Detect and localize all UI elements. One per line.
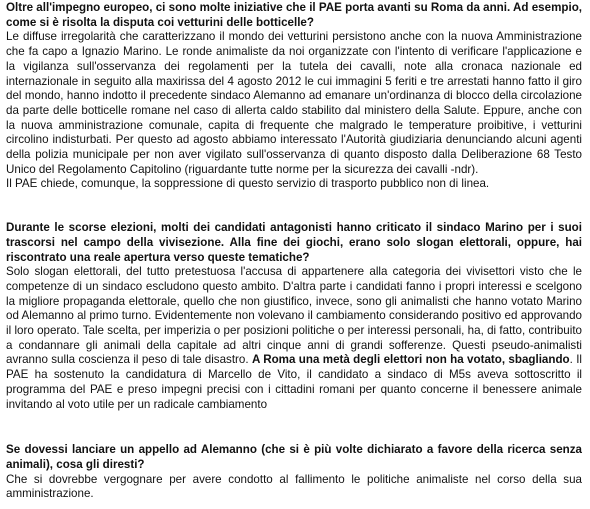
answer-marino-bold-text: A Roma una metà degli elettori non ha votato, sbagliando [251,353,570,367]
section-spacer [6,412,582,443]
section-spacer [6,192,582,221]
answer-marino-text-1: Solo slogan elettorali, del tutto pretestuosa l'accusa di appartenere alla categoria dei vivisettori visto che le competenze di un sindaco escludono questo ambito. D'altra parte i candidati fanno i propri interessi e scelgono la migliore propaganda elettorale, quello che non giustifico, invece, sono gli animalisti che hanno votato Marino od Alemanno al primo turno. Evidentemente non volevano il cambiamento considerando positivo ed approvando il loro operato. Tale scelta, per imperizia o per posizioni politiche o per interessi personali, ha, di fatto, contribuito a condannare gli animali della capitale ad altri cinque anni di grandi sofferenze. Questi pseudo-animalisti avranno sulla coscienza il peso di tale disastro. [6,265,582,367]
qa-block-marino [6,221,582,412]
answer-botticelle-paragraph-1: Le diffuse irregolarità che caratterizzano il mondo dei vetturini persistono anche con la nuova Amministrazione che fa capo a Ignazio Marino. Le ronde animaliste da noi organizzate con l'intento di verificare l'applicazione e la vigilanza sull'osservanza dei regolamenti per la tutela dei cavalli, note alla cronaca nazionale ed internazionale in seguito alla maxirissa del 4 agosto 2012 le cui immagini 5 feriti e tre arrestati hanno fatto il giro del mondo, hanno indotto il precedente sindaco Alemanno ad emanare un'ordinanza di blocco della circolazione da parte delle botticelle romane nel caso di allerta caldo stabilito dal ministero della Salute. Eppure, anche con la nuova amministrazione comunale, capita di frequente che malgrado le temperature proibitive, i vetturini circolino indisturbati. Per questo ad agosto abbiamo interessato l'Autorità giudiziaria denunciando alcuni agenti della polizia municipale per non aver vigilato sull'osservanza di quanto disposto dalla Deliberazione 68 Testo Unico del Regolamento Capitolino (riguardante tutte norme per la sicurezza dei cavalli -ndr). [6,30,582,176]
question-botticelle: Oltre all'impegno europeo, ci sono molte iniziative che il PAE porta avanti su Roma da anni. Ad esempio, come si è risolta la disputa coi vetturini delle botticelle? [6,1,582,29]
question-alemanno: Se dovessi lanciare un appello ad Alemanno (che si è più volte dichiarato a favore della ricerca senza animali), cosa gli diresti? [6,443,582,471]
qa-block-alemanno [6,443,582,502]
answer-marino-text-2: . Il PAE ha sostenuto la candidatura di Marcello de Vito, il candidato a sindaco di M5s aveva sottoscritto il programma del PAE e preso impegni precisi con i cittadini romani per quanto concerne il benessere animale invitando al voto utile per un radicale cambiamento [6,353,582,411]
answer-marino [6,265,582,412]
answer-botticelle-paragraph-2: Il PAE chiede, comunque, la soppressione di questo servizio di trasporto pubblico non di linea. [6,177,490,191]
answer-alemanno: Che si dovrebbe vergognare per avere condotto al fallimento le politiche animaliste nel corso della sua amministrazione. [6,472,582,501]
qa-block-botticelle [6,1,582,192]
question-marino: Durante le scorse elezioni, molti dei candidati antagonisti hanno criticato il sindaco Marino per i suoi trascorsi nel campo della vivisezione. Alla fine dei giochi, erano solo slogan elettorali, oppure, hai riscontrato una reale apertura verso queste tematiche? [6,221,582,264]
